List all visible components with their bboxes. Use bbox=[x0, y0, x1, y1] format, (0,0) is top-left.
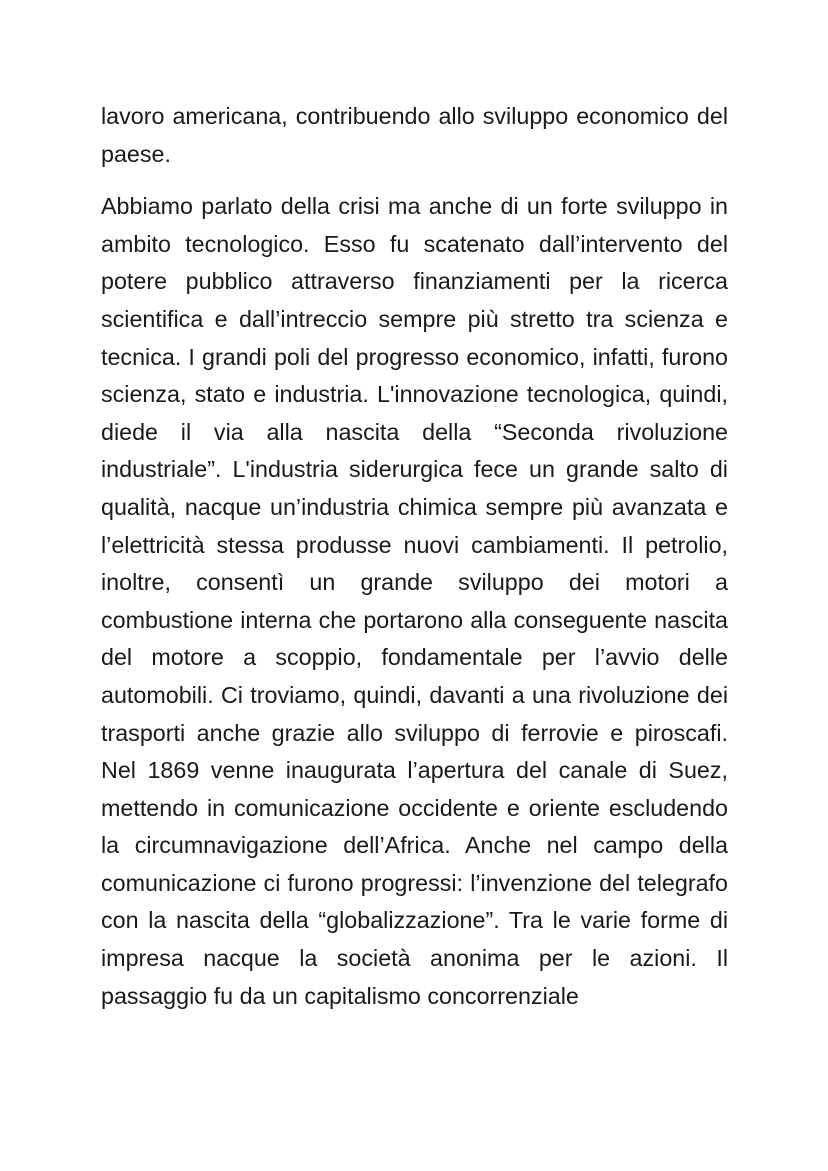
document-page bbox=[101, 98, 728, 1015]
paragraph-second-industrial-revolution: Abbiamo parlato della crisi ma anche di un forte sviluppo in ambito tecnologico. Esso fu scatenato dall’intervento del potere pubblico attraverso finanziamenti per la ricerca scientifica e dall’intreccio sempre più stretto tra scienza e tecnica. I grandi poli del progresso economico, infatti, furono scienza, stato e industria. L'innovazione tecnologica, quindi, diede il via alla nascita della “Seconda rivoluzione industriale”. L'industria siderurgica fece un grande salto di qualità, nacque un’industria chimica sempre più avanzata e l’elettricità stessa produsse nuovi cambiamenti. Il petrolio, inoltre, consentì un grande sviluppo dei motori a combustione interna che portarono alla conseguente nascita del motore a scoppio, fondamentale per l’avvio delle automobili. Ci troviamo, quindi, davanti a una rivoluzione dei trasporti anche grazie allo sviluppo di ferrovie e piroscafi. Nel 1869 venne inaugurata l’apertura del canale di Suez, mettendo in comunicazione occidente e oriente escludendo la circumnavigazione dell’Africa. Anche nel campo della comunicazione ci furono progressi: l’invenzione del telegrafo con la nascita della “globalizzazione”. Tra le varie forme di impresa nacque la società anonima per le azioni. Il passaggio fu da un capitalismo concorrenziale bbox=[101, 193, 728, 1009]
paragraph-continuation: lavoro americana, contribuendo allo sviluppo economico del paese. bbox=[101, 103, 728, 167]
